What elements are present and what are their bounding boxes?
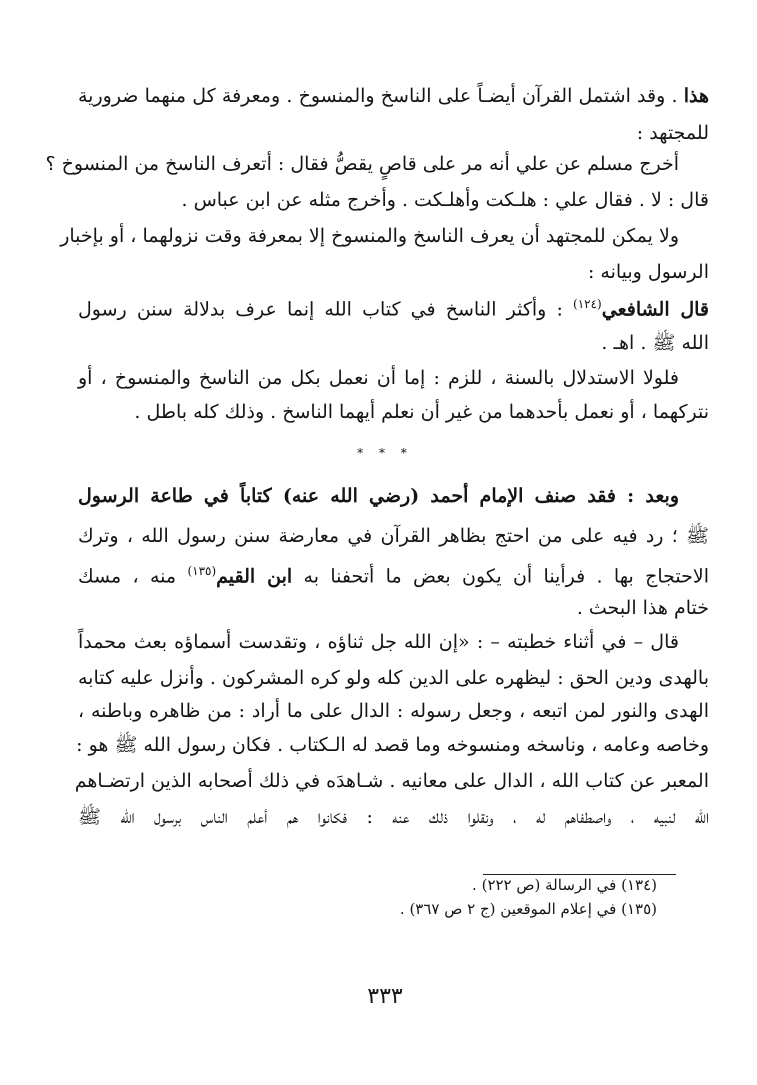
paragraph-2-line-2: قال : لا . فقال علي : هلـكت وأهلـكت . وأخرج مثله عن ابن عباس .: [181, 189, 709, 211]
paragraph-5-line-1: فلولا الاستدلال بالسنة ، للزم : إما أن نعمل بكل من الناسخ والمنسوخ ، أو: [78, 367, 679, 389]
paragraph-2-line-1: أخرج مسلم عن علي أنه مر على قاصٍ يقصُّ فقال : أتعرف الناسخ من المنسوخ ؟: [45, 153, 679, 175]
footnote-ref-134: (١٢٤): [573, 297, 602, 311]
paragraph-3-line-1: ولا يمكن للمجتهد أن يعرف الناسخ والمنسوخ إلا بمعرفة وقت نزولهما ، أو بإخبار: [60, 225, 679, 247]
paragraph-7-line-2: بالهدى ودين الحق : ليظهره على الدين كله ولو كره المشركون . وأنزل عليه كتابه: [78, 667, 709, 689]
footnote-134: (١٣٤) في الرسالة (ص ٢٢٢) .: [472, 876, 657, 894]
paragraph-7-line-4: وخاصه وعامه ، وناسخه ومنسوخه وما قصد له الـكتاب . فكان رسول الله ﷺ هو :: [76, 734, 709, 756]
ibn-al-qayyim-name: ابن القيم: [216, 565, 293, 588]
paragraph-7-line-3: الهدى والنور لمن اتبعه ، وجعل رسوله : الدال على ما أراد : من ظاهره وباطنه ،: [78, 700, 709, 722]
section-separator: * * *: [357, 446, 413, 460]
page-number: ٣٣٣: [367, 984, 403, 1009]
paragraph-6-line-2: ﷺ ؛ رد فيه على من احتج بظاهر القرآن في معارضة سنن رسول الله ، وترك: [78, 525, 709, 547]
footnote-ref-135: (١٣٥): [187, 564, 217, 578]
paragraph-1-line-2: للمجتهد :: [636, 122, 709, 144]
paragraph-5-line-2: نتركهما ، أو نعمل بأحدهما من غير أن نعلم أيهما الناسخ . وذلك كله باطل .: [134, 401, 709, 423]
paragraph-7-line-1: قال – في أثناء خطبته – : «إن الله جل ثناؤه ، وتقدست أسماؤه بعث محمداً: [78, 631, 679, 653]
paragraph-1-line-1: هذا . وقد اشتمل القرآن أيضـاً على الناسخ والمنسوخ . ومعرفة كل منهما ضرورية: [78, 85, 710, 107]
paragraph-7-line-5: المعبر عن كتاب الله ، الدال على معانيه . شـاهدَه في ذلك أصحابه الذين ارتضـاهم: [74, 770, 709, 792]
shafii-name: قال الشافعي: [601, 298, 710, 321]
paragraph-4-line-2: الله ﷺ . اهـ .: [601, 332, 709, 354]
paragraph-6-line-3: الاحتجاج بها . فرأينا أن يكون بعض ما أتحفنا به ابن القيم$^{(١٣٥)}$ منه ، مسك: [78, 564, 710, 588]
lead-word-hatha: هذا: [683, 85, 710, 107]
footnote-135: (١٣٥) في إعلام الموقعين (ج ٢ ص ٣٦٧) .: [399, 900, 657, 918]
paragraph-4-line-1: قال الشافعي$^{(١٢٤)}$ : وأكثر الناسخ في كتاب الله إنما عرف بدلالة سنن رسول: [78, 297, 710, 321]
paragraph-7-line-6: الله لنبيه ، واصطفاهم له ، ونقلوا ذلك عنه : فكانوا هم أعلم الناس برسول الله ﷺ: [78, 806, 709, 828]
paragraph-3-line-2: الرسول وبيانه :: [587, 261, 709, 283]
paragraph-6-line-1: وبعد : فقد صنف الإمام أحمد (رضي الله عنه) كتاباً في طاعة الرسول: [78, 485, 679, 507]
paragraph-6-line-4: ختام هذا البحث .: [576, 597, 709, 619]
